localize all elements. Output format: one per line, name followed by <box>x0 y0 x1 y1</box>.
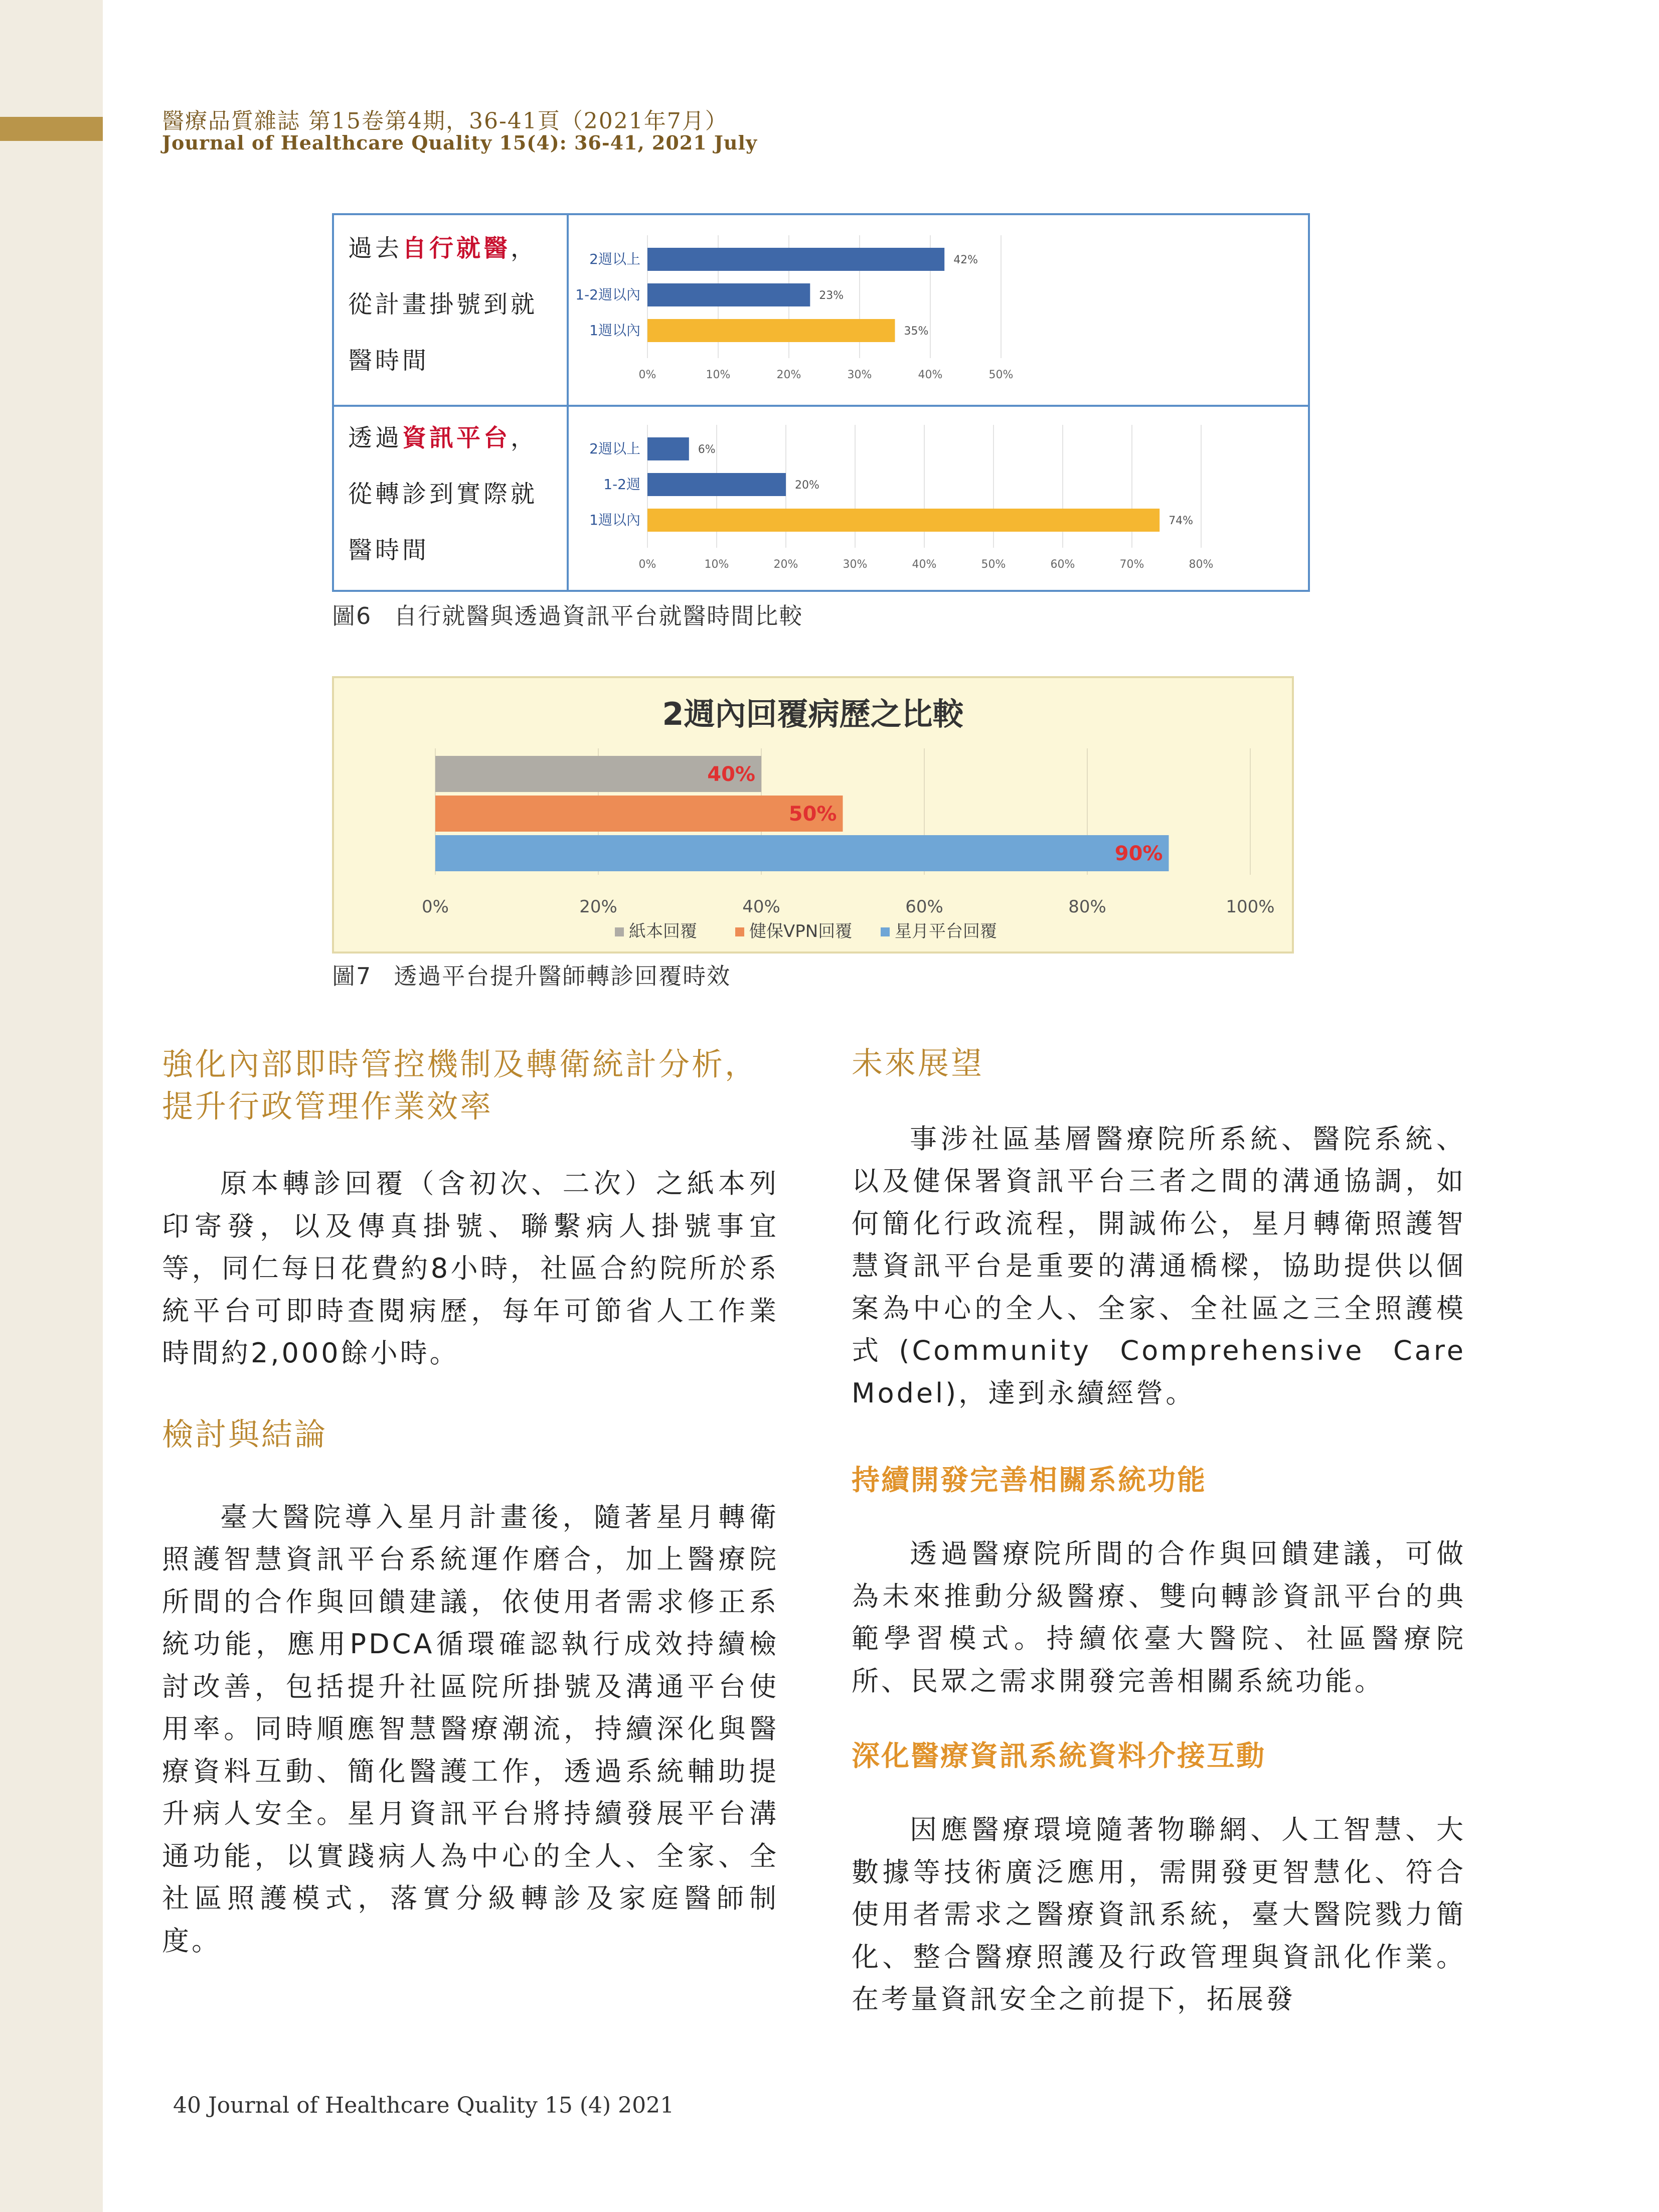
bar <box>647 319 895 342</box>
journal-header-zh: 醫療品質雜誌 第15卷第4期，36-41頁（2021年7月） <box>162 108 728 134</box>
legend-swatch <box>735 927 744 936</box>
x-tick-label: 40% <box>918 369 943 381</box>
section-heading: 檢討與結論 <box>162 1416 328 1453</box>
x-tick-label: 100% <box>1226 897 1275 917</box>
legend-label: 健保VPN回覆 <box>749 921 853 941</box>
x-tick-label: 70% <box>1119 558 1144 571</box>
category-label: 1週以內 <box>589 512 640 528</box>
x-tick-label: 20% <box>776 369 801 381</box>
category-label: 2週以上 <box>589 440 640 457</box>
paragraph: 原本轉診回覆（含初次、二次）之紙本列印寄發，以及傳真掛號、聯繫病人掛號事宜等，同仁每日花費約8小時，社區合約院所於系統平台可即時查閱病歷，每年可節省人工作業時間約2,000餘小時。 <box>162 1168 779 1369</box>
chart-platform-referral <box>570 410 1307 590</box>
legend-swatch <box>881 927 890 936</box>
right-section-1 <box>852 1043 1466 1414</box>
subsection-heading: 深化醫療資訊系統資料介接互動 <box>852 1740 1266 1773</box>
left-section-1 <box>162 1043 779 1375</box>
bar <box>647 473 786 496</box>
left-section-2 <box>162 1414 779 1962</box>
data-label: 50% <box>788 803 837 826</box>
figure6-row1-label <box>348 220 559 389</box>
legend-label: 星月平台回覆 <box>895 921 997 941</box>
x-tick-label: 10% <box>704 558 729 571</box>
row1-label-highlight: 自行就醫 <box>402 234 511 262</box>
data-label: 23% <box>819 289 844 302</box>
row1-label-pre: 過去 <box>348 234 403 262</box>
data-label: 6% <box>698 443 716 456</box>
x-tick-label: 30% <box>843 558 868 571</box>
x-tick-label: 10% <box>706 369 731 381</box>
figure7-number: 圖7 <box>332 963 372 990</box>
data-label: 35% <box>904 325 929 338</box>
bar <box>647 283 810 306</box>
data-label: 20% <box>795 479 819 492</box>
x-tick-label: 0% <box>422 897 449 917</box>
bar <box>647 509 1159 532</box>
figure6-chart-2 <box>570 410 1307 590</box>
data-label: 90% <box>1114 842 1163 865</box>
x-tick-label: 0% <box>638 369 656 381</box>
figure6-caption <box>332 598 803 631</box>
figure7-caption-text: 透過平台提升醫師轉診回覆時效 <box>394 963 731 990</box>
table-divider <box>334 405 1308 407</box>
subsection-heading: 持續開發完善相關系統功能 <box>852 1464 1207 1497</box>
data-label: 74% <box>1169 515 1194 527</box>
legend-label: 紙本回覆 <box>629 921 697 941</box>
x-tick-label: 40% <box>912 558 937 571</box>
chart-reply-comparison <box>334 678 1292 952</box>
x-tick-label: 50% <box>988 369 1014 381</box>
row2-label-post: ，從轉診到實際就醫時間 <box>348 424 538 564</box>
bar <box>435 796 843 832</box>
figure6-table <box>332 213 1310 592</box>
x-tick-label: 20% <box>579 897 617 917</box>
x-tick-label: 80% <box>1189 558 1214 571</box>
figure7-chart <box>332 676 1294 954</box>
paragraph: 臺大醫院導入星月計畫後，隨著星月轉衛照護智慧資訊平台系統運作磨合，加上醫療院所間的合作與回饋建議，依使用者需求修正系統功能，應用PDCA循環確認執行成效持續檢討改善，包括提升社區院所掛號及溝通平台使用率。同時順應智慧醫療潮流，持續深化與醫療資料互動、簡化醫護工作，透過系統輔助提升病人安全。星月資訊平台將持續發展平台溝通功能，以實踐病人為中心的全人、全家、全社區照護模式，落實分級轉診及家庭醫師制度。 <box>162 1501 779 1957</box>
legend-swatch <box>615 927 624 936</box>
row2-label-pre: 透過 <box>348 424 403 452</box>
journal-header-en: Journal of Healthcare Quality 15(4): 36-41, 2021 July <box>162 131 758 154</box>
right-section-2 <box>852 1460 1466 1702</box>
category-label: 2週以上 <box>589 251 640 267</box>
data-label: 42% <box>953 254 978 266</box>
bar <box>647 248 944 271</box>
section-heading: 未來展望 <box>852 1045 984 1081</box>
x-tick-label: 80% <box>1068 897 1106 917</box>
chart-title: 2週內回覆病歷之比較 <box>662 696 964 732</box>
figure7-caption <box>332 958 731 991</box>
x-tick-label: 0% <box>638 558 656 571</box>
x-tick-label: 60% <box>1050 558 1075 571</box>
figure6-caption-text: 自行就醫與透過資訊平台就醫時間比較 <box>394 602 803 629</box>
x-tick-label: 20% <box>773 558 798 571</box>
table-divider <box>567 215 569 590</box>
x-tick-label: 40% <box>742 897 780 917</box>
page-footer: 40 Journal of Healthcare Quality 15 (4) 2021 <box>173 2093 675 2118</box>
x-tick-label: 50% <box>981 558 1006 571</box>
row1-label-post: ，從計畫掛號到就醫時間 <box>348 234 538 375</box>
category-label: 1-2週 <box>603 476 640 493</box>
category-label: 1週以內 <box>589 322 640 339</box>
figure6-row2-label <box>348 410 559 578</box>
margin-strip <box>0 0 103 2212</box>
bar <box>647 437 689 460</box>
figure6-chart-1 <box>570 220 1307 401</box>
chart-self-referral <box>570 220 1307 401</box>
paragraph: 因應醫療環境隨著物聯網、人工智慧、大數據等技術廣泛應用，需開發更智慧化、符合使用者需求之醫療資訊系統，臺大醫院戮力簡化、整合醫療照護及行政管理與資訊化作業。在考量資訊安全之前提下，拓展發 <box>852 1814 1466 2015</box>
paragraph: 事涉社區基層醫療院所系統、醫院系統、以及健保署資訊平台三者之間的溝通協調，如何簡化行政流程，開誠佈公，星月轉衛照護智慧資訊平台是重要的溝通橋樑，協助提供以個案為中心的全人、全家、全社區之三全照護模式(Community Comprehensive Care Model)，達到永續經營。 <box>852 1123 1466 1409</box>
right-section-3 <box>852 1735 1466 2021</box>
bar <box>435 835 1169 871</box>
section-heading: 強化內部即時管控機制及轉衛統計分析，提升行政管理作業效率 <box>162 1046 758 1125</box>
x-tick-label: 30% <box>847 369 872 381</box>
paragraph: 透過醫療院所間的合作與回饋建議，可做為未來推動分級醫療、雙向轉診資訊平台的典範學習模式。持續依臺大醫院、社區醫療院所、民眾之需求開發完善相關系統功能。 <box>852 1538 1466 1697</box>
figure6-number: 圖6 <box>332 602 372 629</box>
row2-label-highlight: 資訊平台 <box>402 424 511 452</box>
data-label: 40% <box>707 763 755 786</box>
x-tick-label: 60% <box>905 897 943 917</box>
category-label: 1-2週以內 <box>575 286 640 303</box>
header-accent-bar <box>0 117 103 141</box>
